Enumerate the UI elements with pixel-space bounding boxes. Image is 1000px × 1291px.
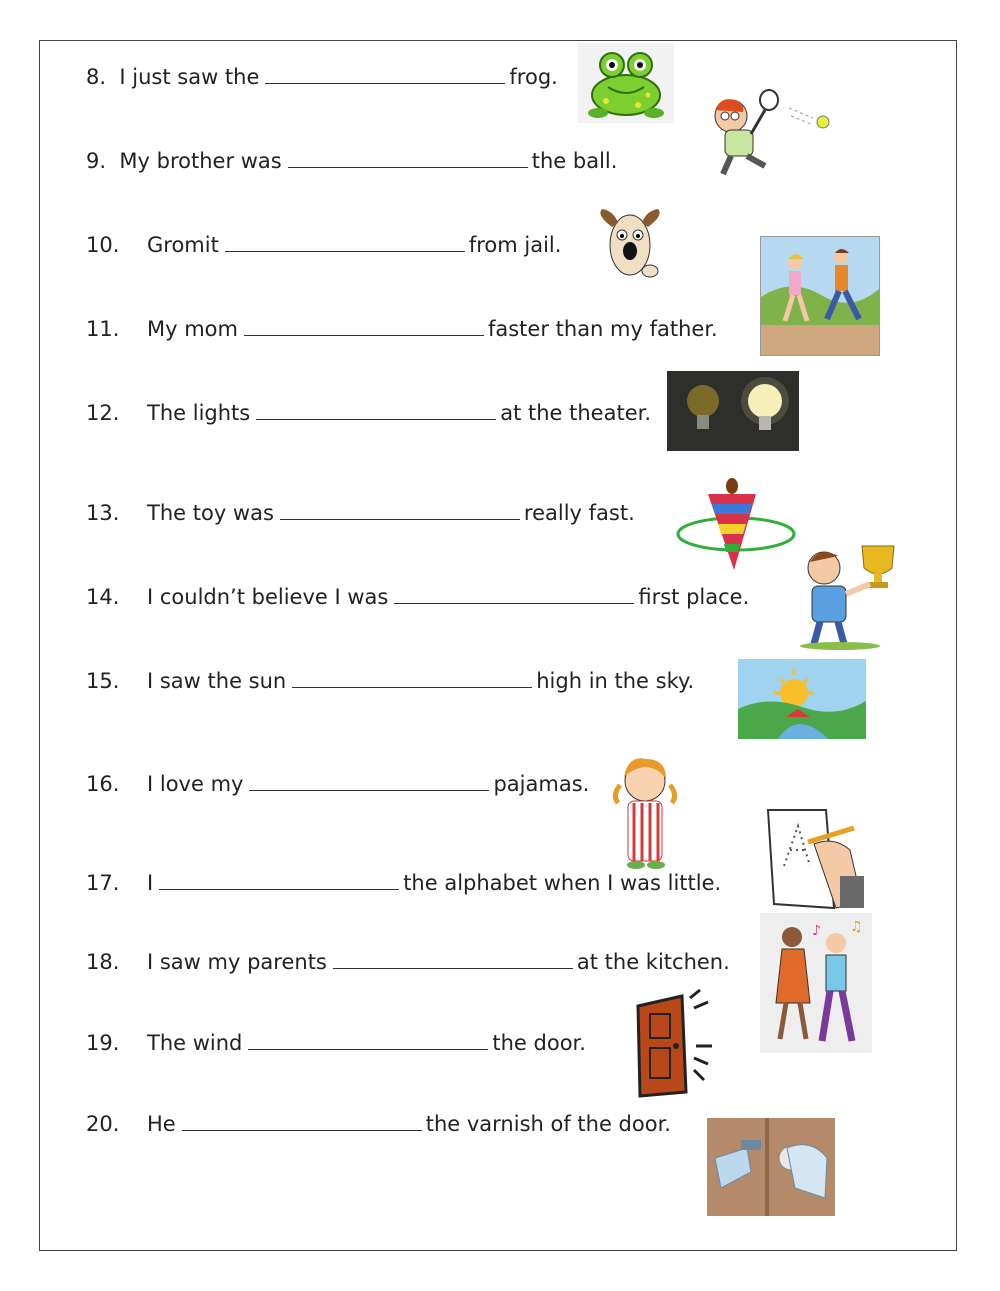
item-text-before: My mom bbox=[147, 317, 238, 341]
item-16 bbox=[86, 771, 589, 797]
answer-blank[interactable] bbox=[249, 772, 489, 791]
item-text-after: from jail. bbox=[468, 233, 562, 257]
item-number: 9. bbox=[86, 149, 107, 173]
item-number: 10. bbox=[86, 233, 120, 257]
item-number: 13. bbox=[86, 501, 120, 525]
item-10 bbox=[86, 232, 561, 258]
item-text-before: I just saw the bbox=[119, 65, 260, 89]
item-text-after: high in the sky. bbox=[536, 669, 695, 693]
svg-text:♪: ♪ bbox=[812, 923, 821, 939]
item-number: 19. bbox=[86, 1031, 120, 1055]
answer-blank[interactable] bbox=[248, 1031, 488, 1050]
item-number: 15. bbox=[86, 669, 120, 693]
spinning-top-icon bbox=[672, 474, 800, 574]
item-text-after: at the theater. bbox=[500, 401, 652, 425]
item-number: 8. bbox=[86, 65, 107, 89]
item-8 bbox=[86, 64, 558, 90]
item-text-after: the alphabet when I was little. bbox=[403, 871, 722, 895]
item-13 bbox=[86, 500, 635, 526]
answer-blank[interactable] bbox=[292, 669, 532, 688]
item-20 bbox=[86, 1111, 671, 1137]
answer-blank[interactable] bbox=[265, 65, 505, 84]
item-11 bbox=[86, 316, 718, 342]
item-text-after: the ball. bbox=[531, 149, 618, 173]
item-text-after: the door. bbox=[492, 1031, 586, 1055]
svg-text:♫: ♫ bbox=[850, 919, 863, 935]
item-text-after: at the kitchen. bbox=[576, 950, 730, 974]
answer-blank[interactable] bbox=[394, 585, 634, 604]
tennis-player-icon bbox=[695, 88, 835, 184]
answer-blank[interactable] bbox=[333, 950, 573, 969]
item-number: 18. bbox=[86, 950, 120, 974]
item-text-before: My brother was bbox=[119, 149, 282, 173]
item-14 bbox=[86, 584, 749, 610]
item-number: 20. bbox=[86, 1112, 120, 1136]
answer-blank[interactable] bbox=[256, 401, 496, 420]
item-text-before: Gromit bbox=[147, 233, 219, 257]
item-text-before: The wind bbox=[147, 1031, 243, 1055]
answer-blank[interactable] bbox=[225, 233, 465, 252]
item-18 bbox=[86, 949, 730, 975]
item-17 bbox=[86, 870, 721, 896]
runners-icon bbox=[760, 236, 880, 356]
dancing-couple-icon bbox=[760, 913, 872, 1053]
item-number: 17. bbox=[86, 871, 120, 895]
item-number: 11. bbox=[86, 317, 120, 341]
item-text-before: The lights bbox=[147, 401, 251, 425]
item-text-before: He bbox=[147, 1112, 176, 1136]
item-text-before: The toy was bbox=[147, 501, 274, 525]
answer-blank[interactable] bbox=[244, 317, 484, 336]
item-text-after: frog. bbox=[509, 65, 558, 89]
door-icon bbox=[624, 988, 720, 1100]
item-text-before: I love my bbox=[147, 772, 244, 796]
door-varnish-icon bbox=[707, 1118, 835, 1216]
item-text-before: I couldn’t believe I was bbox=[147, 585, 389, 609]
answer-blank[interactable] bbox=[182, 1112, 422, 1131]
item-text-after: first place. bbox=[638, 585, 750, 609]
item-text-after: really fast. bbox=[523, 501, 635, 525]
item-text-before: I saw the sun bbox=[147, 669, 287, 693]
item-15 bbox=[86, 668, 694, 694]
sun-landscape-icon bbox=[738, 659, 866, 739]
answer-blank[interactable] bbox=[280, 501, 520, 520]
item-number: 16. bbox=[86, 772, 120, 796]
item-19 bbox=[86, 1030, 586, 1056]
item-text-after: the varnish of the door. bbox=[425, 1112, 671, 1136]
light-bulbs-icon bbox=[667, 371, 799, 451]
trophy-boy-icon bbox=[800, 540, 906, 652]
item-number: 14. bbox=[86, 585, 120, 609]
item-text-before: I bbox=[147, 871, 154, 895]
answer-blank[interactable] bbox=[288, 149, 528, 168]
gromit-dog-icon bbox=[594, 205, 666, 281]
item-text-after: pajamas. bbox=[493, 772, 590, 796]
pajama-girl-icon bbox=[604, 755, 686, 873]
hand-writing-icon bbox=[764, 806, 870, 912]
answer-blank[interactable] bbox=[159, 871, 399, 890]
frog-icon bbox=[578, 43, 674, 123]
item-number: 12. bbox=[86, 401, 120, 425]
item-9 bbox=[86, 148, 617, 174]
item-12 bbox=[86, 400, 651, 426]
item-text-before: I saw my parents bbox=[147, 950, 327, 974]
item-text-after: faster than my father. bbox=[487, 317, 718, 341]
